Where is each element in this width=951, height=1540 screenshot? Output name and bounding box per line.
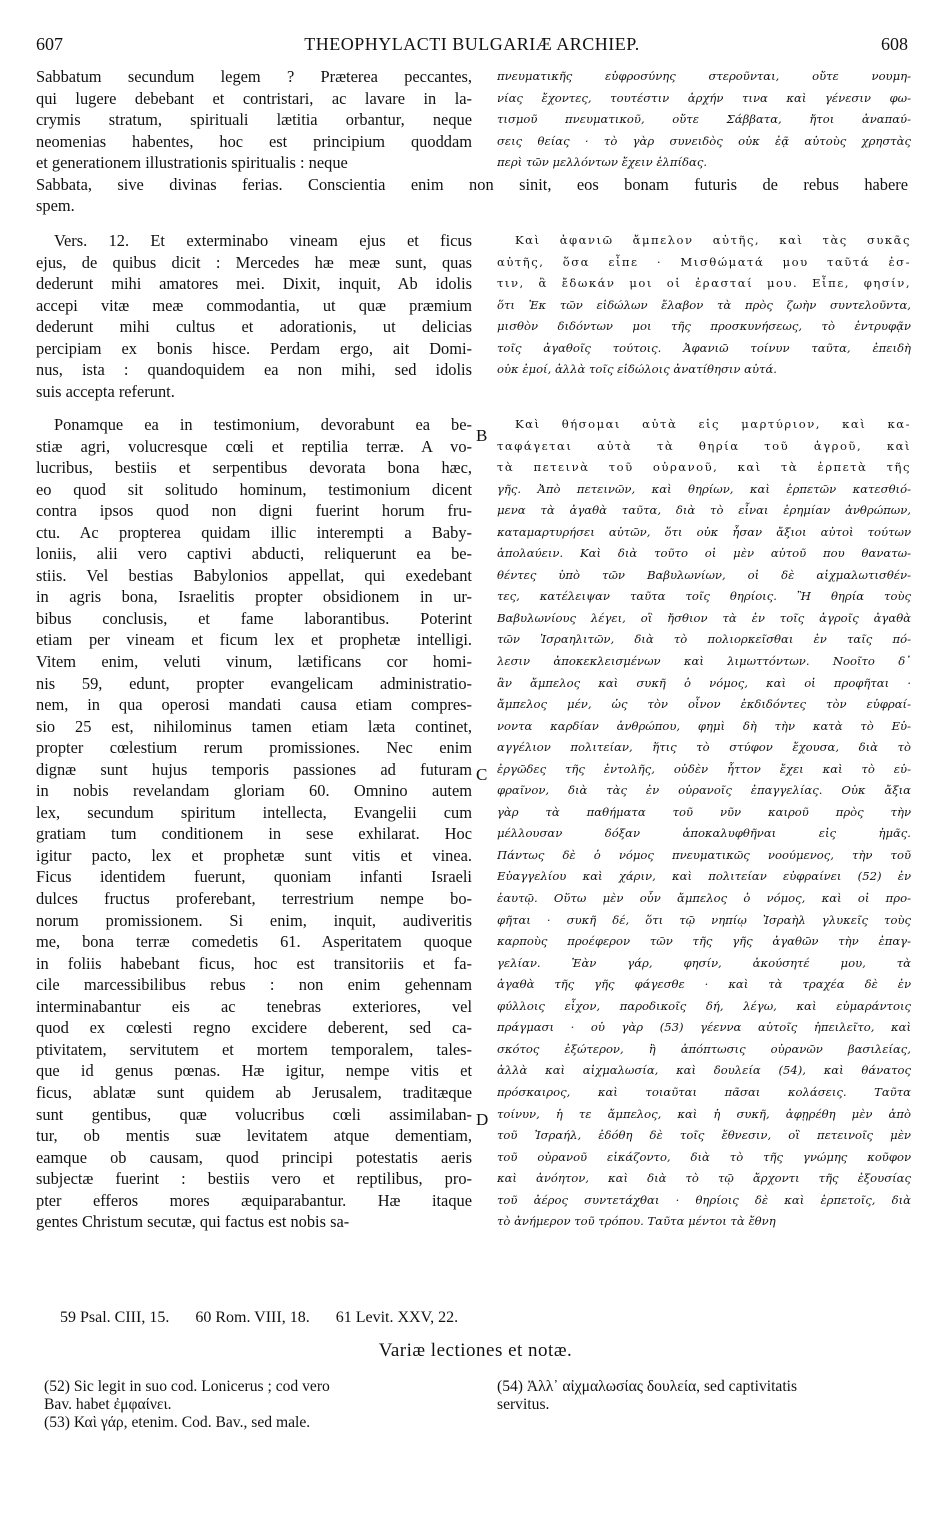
text-line: μέλλουσαν δόξαν ἀποκαλυφθῆναι εἰς ἡμᾶς. — [497, 826, 911, 841]
footnote-60: 60 Rom. VIII, 18. — [195, 1309, 310, 1326]
text-line: φῆται · συκῆ δέ, ὅτι τῷ νηπίῳ Ἰσραὴλ γλυκεῖς τοὺς — [497, 912, 911, 927]
footnote-59: 59 Psal. CIII, 15. — [60, 1309, 170, 1326]
text-line: μενα τὰ ἀγαθὰ ταῦτα, διὰ τὸ εἶναι ἐρημίαν ἀνθρώπων, — [497, 503, 911, 518]
text-line: quod ex cœlesti regno excidere deberent, sed ca- — [36, 1018, 472, 1038]
text-line: τὰ πετεινὰ τοῦ οὐρανοῦ, καὶ τὰ ἑρπετὰ τῆς — [497, 460, 911, 475]
footnotes — [60, 1309, 480, 1327]
text-line: me, bona terræ comedetis 61. Asperitatem quoque — [36, 932, 472, 952]
text-line: καταμαρτυρήσει αὐτῶν, ὅτι οὐκ ἦσαν ἄξιοι αὐτοὶ τούτων — [497, 524, 911, 539]
running-title: THEOPHYLACTI BULGARIÆ ARCHIEP. — [304, 34, 640, 54]
text-line: que id genus pœnas. Hæ igitur, nempe vitis et — [36, 1061, 472, 1081]
text-line: καὶ ἀνόητον, καὶ διὰ τὸ τῷ ἄρχοντι τῆς ἐξουσίας — [497, 1171, 911, 1186]
text-line: Καὶ ἀφανιῶ ἄμπελον αὐτῆς, καὶ τὰς συκᾶς — [515, 233, 911, 247]
text-line: ejus, de quibus dicit : Mercedes hæ meæ sunt, quas — [36, 252, 472, 272]
text-line: propter cœlestium rerum promissiones. Nec enim — [36, 738, 472, 758]
text-line: τὸ ἀνήμερον τοῦ τρόπου. Ταῦτα μέντοι τὰ ἔθνη — [497, 1214, 776, 1229]
variae-title: Variæ lectiones et notæ. — [378, 1340, 573, 1361]
note-line: (54) Ἀλλ᾽ αἰχμαλωσίας δουλεία, sed captivitatis — [497, 1378, 798, 1395]
text-line: φύλλοις εἶχον, παροδικοῖς δή, λέγω, καὶ εὐμαράντοις — [497, 998, 911, 1013]
text-line: Vitem enim, veluti vinum, lætificans cor homi- — [36, 652, 472, 672]
text-line: eo quod sit solitudo hominum, testimonium dicent — [36, 479, 472, 499]
text-line: interminabantur eis ac tenebras exteriores, vel — [36, 996, 472, 1016]
text-line: λεσιν ἀποκεκλεισμένων καὶ λιμωττόντων. Νοοῖτο δ᾽ — [497, 654, 911, 669]
text-line: sunt gentibus, quæ volucribus cœli assimilaban- — [36, 1104, 472, 1124]
text-line: contra ipsos quod non digni fuerint horum fru- — [36, 501, 472, 521]
text-line: et generationem illustrationis spiritualis : neque — [36, 153, 348, 173]
text-line: περὶ τῶν μελλόντων ἔχειν ἐλπίδας. — [497, 155, 708, 170]
text-line: φραῖνον, διὰ τὰς ἐν οὐρανοῖς ἐπαγγελίας. Οὐκ ἄξια — [497, 783, 911, 798]
text-line: νοντα καρδίαν ἀνθρώπου, φημὶ δὴ τὴν κατὰ τὸ Εὐ- — [497, 718, 911, 733]
text-line: ctu. Ac propterea quidam illic interempti a Baby- — [36, 522, 472, 542]
text-line: θέντες ὑπὸ τῶν Βαβυλωνίων, οἱ δὲ αἰχμαλωτισθέν- — [497, 567, 911, 582]
latin-column-a — [36, 230, 472, 402]
text-line: pter efferos mores æquiparabantur. Hæ itaque — [36, 1190, 472, 1210]
text-line: bibus conclusis, et fame laborantibus. Poterint — [36, 608, 472, 628]
text-line: ἄμπελος μέν, ὡς τὸν οἶνον ἐκδιδόντες τὸν εὐφραί- — [497, 697, 911, 712]
margin-marker-c: C — [476, 765, 488, 784]
text-line: μισθὸν διδόντων μοι τῆς προσκυνήσεως, τὸ ἐντρυφᾷν — [497, 319, 911, 334]
text-line: αγγέλιον πολιτείαν, ἥτις τὸ στύφον ἔχουσα, διὰ τὸ — [497, 740, 911, 755]
note-line: (52) Sic legit in suo cod. Lonicerus ; cod vero — [44, 1378, 330, 1395]
text-line: τοῖς ἀγαθοῖς τούτοις. Ἀφανιῶ τοίνυν ταῦτα, ἐπειδὴ — [497, 340, 911, 355]
text-line: Ficus identidem fuerunt, quoniam infanti Israeli — [36, 867, 472, 887]
text-line: ptivitatem, servitutem et mortem temporalem, tales- — [36, 1039, 472, 1059]
text-line: τοῦ οὐρανοῦ εἰκάζοντο, διὰ τὸ τῆς γνώμης κοῦφον — [497, 1149, 911, 1164]
text-line: in agris bona, Israelitis propter obsidionem in ur- — [36, 587, 472, 607]
text-line: nus, ista : quandoquidem ea non mihi, sed idolis — [36, 360, 472, 380]
text-line: subjectæ fuerint : bestiis vero et reptilibus, pro- — [36, 1169, 472, 1189]
text-line: neomenias habentes, hoc est principium quoddam — [36, 131, 472, 151]
greek-column-top — [497, 66, 911, 174]
text-line: ἀλλὰ καὶ αἰχμαλωσία, καὶ δουλεία (54), καὶ θάνατος — [497, 1063, 911, 1078]
text-line: ἐργῶδες τῆς ἐντολῆς, οὐδὲν ἧττον ἔχει καὶ τὸ εὐ- — [497, 761, 911, 776]
text-line: stiis. Vel bestias Babylonios appellat, qui exedebant — [36, 565, 472, 585]
text-line: percipiam ex bonis hisce. Perdam ergo, ait Domi- — [36, 338, 472, 358]
text-line: in foliis habebant ficus, hoc est transitoriis et fa- — [36, 953, 472, 973]
text-line: τες, κατέλειψαν ταῦτα τοῖς θηρίοις. Ἢ θηρία τοὺς — [497, 589, 911, 604]
text-line: dederunt mihi amatores mei. Dixit, inquit, Ab idolis — [36, 274, 472, 294]
text-line: τιν, ἃ ἔδωκάν μοι οἱ ἐρασταί μου. Εἶπε, φησίν, — [497, 276, 911, 291]
text-line: norum promissionem. Si enim, inquit, audiveritis — [36, 910, 472, 930]
text-line: σεις θείας · τὸ γὰρ συνειδὸς οὐκ ἐᾷ αὐτοὺς χρηστὰς — [497, 133, 911, 148]
text-line: καρποὺς προέφερον τῶν τῆς γῆς ἀγαθῶν τὴν ἐπαγ- — [497, 934, 911, 949]
greek-column-b — [497, 414, 911, 1233]
note-line: servitus. — [497, 1396, 550, 1413]
greek-column-a — [497, 230, 911, 381]
page-number-left: 607 — [36, 34, 63, 54]
text-line: gratiam tum conditionem in sese exhilarat. Hoc — [36, 824, 472, 844]
text-line: accepi vitæ meæ commodantia, ut quæ præmium — [36, 295, 472, 315]
text-line: crymis stratum, spirituali lætitia orbantur, neque — [36, 110, 472, 130]
text-line: gentes Christum secutæ, qui factus est nobis sa- — [36, 1212, 350, 1232]
text-line: sio 25 est, nihilominus tamen etiam læta continet, — [36, 716, 472, 736]
text-line: Εὐαγγελίου καὶ χάριν, καὶ πολιτείαν εὐφραίνει (52) ἐν — [497, 869, 911, 884]
text-line: ἀπολαύειν. Καὶ διὰ τοῦτο οἱ μὲν αὐτοῦ που θανατω- — [497, 546, 911, 561]
wide-paragraph — [36, 174, 908, 217]
text-line: νίας ἔχοντες, τουτέστιν ἀρχήν τινα καὶ γένεσιν φω- — [497, 90, 911, 105]
text-line: etiam per vineam et ficum lex et prophetæ intelligi. — [36, 630, 472, 650]
text-line: Καὶ θήσομαι αὐτὰ εἰς μαρτύριον, καὶ κα- — [515, 417, 911, 431]
text-line: γὰρ τὰ παθήματα τοῦ νῦν καιροῦ πρὸς τὴν — [497, 804, 911, 819]
text-line: in nobis revelandam gloriam 60. Omnino autem — [36, 781, 472, 801]
text-line: πνευματικῆς εὐφροσύνης στεροῦνται, οὔτε νουμη- — [497, 69, 911, 83]
text-line: lucribus, bestiis et serpentibus devorata bona hæc, — [36, 458, 472, 478]
text-line: nem, in qua operosi mandati causa etiam compres- — [36, 695, 472, 715]
text-line: dignæ sunt hujus temporis passiones ad futuram — [36, 759, 472, 779]
footnote-61: 61 Levit. XXV, 22. — [335, 1309, 459, 1326]
text-line: eamque ob causam, quod principi potestatis aeris — [36, 1147, 472, 1167]
text-line: γῆς. Ἀπὸ πετεινῶν, καὶ θηρίων, καὶ ἑρπετῶν κατεσθιό- — [497, 481, 911, 496]
text-line: ὅτι Ἐκ τῶν εἰδώλων ἔλαβον τὰ πρὸς ζωὴν συντελοῦντα, — [497, 297, 911, 312]
text-line: qui lugere debebant et contristari, ac lavare in la- — [36, 88, 472, 108]
text-line: ἑαυτῷ. Οὕτω μὲν οὖν ἄμπελος ὁ νόμος, καὶ οἱ προ- — [497, 891, 911, 906]
text-line: Sabbatum secundum legem ? Præterea peccantes, — [36, 67, 472, 86]
latin-column-top — [36, 66, 472, 174]
text-line: Vers. 12. Et exterminabo vineam ejus et ficus — [54, 231, 472, 250]
note-line: (53) Καὶ γάρ, etenim. Cod. Bav., sed male. — [44, 1414, 311, 1431]
text-line: πρόσκαιρος, καὶ τοιαῦται πᾶσαι κολάσεις. Ταῦτα — [497, 1084, 911, 1099]
notes-right — [497, 1378, 911, 1414]
text-line: ἂν ἄμπελος καὶ συκῆ ὁ νόμος, καὶ οἱ προφῆται · — [497, 675, 911, 690]
text-line: igitur pacto, lex et prophetæ sunt vitis et vinea. — [36, 845, 472, 865]
text-line: Πάντως δὲ ὁ νόμος πνευματικῶς νοούμενος, τὴν τοῦ — [497, 847, 911, 862]
page-number-right: 608 — [881, 34, 908, 54]
text-line: nis 59, edunt, propter evangelicam administratio- — [36, 673, 472, 693]
text-line: τῶν Ἰσραηλιτῶν, διὰ τὸ πολιορκεῖσθαι ἐν ταῖς πό- — [497, 632, 911, 647]
margin-marker-d: D — [476, 1110, 489, 1129]
notes-left — [44, 1378, 474, 1432]
page-header — [36, 34, 908, 60]
margin-marker-b: B — [476, 426, 488, 445]
text-line: Ponamque ea in testimonium, devorabunt ea be- — [54, 415, 472, 434]
text-line: stiæ agri, volucresque cœli et reptilia terræ. A vo- — [36, 436, 472, 456]
latin-column-b — [36, 414, 472, 1233]
text-line: τισμοῦ πνευματικοῦ, οὔτε Σάββατα, ἤτοι ἀναπαύ- — [497, 112, 911, 127]
text-line: Βαβυλωνίους λέγει, οἳ ἤσθιον τὰ ἐν τοῖς ἀγροῖς ἀγαθὰ — [497, 610, 911, 625]
text-line: dederunt mihi cultus et adorationis, ut delicias — [36, 317, 472, 337]
text-line: tur, ob mentis suæ levitatem atque dementiam, — [36, 1126, 472, 1146]
text-line: ταφάγεται αὐτὰ τὰ θηρία τοῦ ἀγροῦ, καὶ — [497, 438, 911, 453]
text-line: loniis, alii vero captivi abducti, reliquerunt ea be- — [36, 544, 472, 564]
text-line: cile marcessibilibus rebus : non enim gehennam — [36, 975, 472, 995]
text-line: ficus, ablatæ sunt quidem ab Jerusalem, traditæque — [36, 1082, 472, 1102]
text-line: πράγμασι · οὐ γὰρ (53) γέεννα αὐτοῖς ἠπειλεῖτο, καὶ — [497, 1020, 911, 1035]
text-line: spem. — [36, 196, 75, 216]
text-line: σκότος ἐξώτερον, ἢ ἀπόπτωσις οὐρανῶν βασιλείας, — [497, 1041, 911, 1056]
text-line: suis accepta referunt. — [36, 381, 175, 401]
text-line: dulces fructus proferebant, terrestrium nempe bo- — [36, 889, 472, 909]
text-line: Sabbata, sive divinas ferias. Conscientia enim non sinit, eos bonam futuris de rebus habere — [36, 174, 908, 194]
text-line: τοῦ ἀέρος συντετάχθαι · θηρίοις δὲ καὶ ἑρπετοῖς, διὰ — [497, 1192, 911, 1207]
note-line: Bav. habet ἐμφαίνει. — [44, 1396, 172, 1413]
text-line: αὐτῆς, ὅσα εἶπε · Μισθώματά μου ταῦτά ἐσ- — [497, 254, 911, 269]
text-line: οὐκ ἐμοί, ἀλλὰ τοῖς εἰδώλοις ἀνατίθησιν αὐτά. — [497, 362, 777, 377]
text-line: τοῦ Ἰσραήλ, ἐδόθη δὲ τοῖς ἔθνεσιν, οἳ πετεινοῖς μὲν — [497, 1128, 911, 1143]
text-line: γελίαν. Ἐὰν γάρ, φησίν, ἀκούσητέ μου, τὰ — [497, 955, 911, 970]
text-line: lex, secundum spiritum intellecta, Evangelii cum — [36, 802, 472, 822]
text-line: τοίνυν, ἡ τε ἄμπελος, καὶ ἡ συκῆ, ἀφῃρέθη μὲν ἀπὸ — [497, 1106, 911, 1121]
text-line: ἀγαθὰ τῆς γῆς φάγεσθε · καὶ τὰ τραχέα δὲ ἐν — [497, 977, 911, 992]
